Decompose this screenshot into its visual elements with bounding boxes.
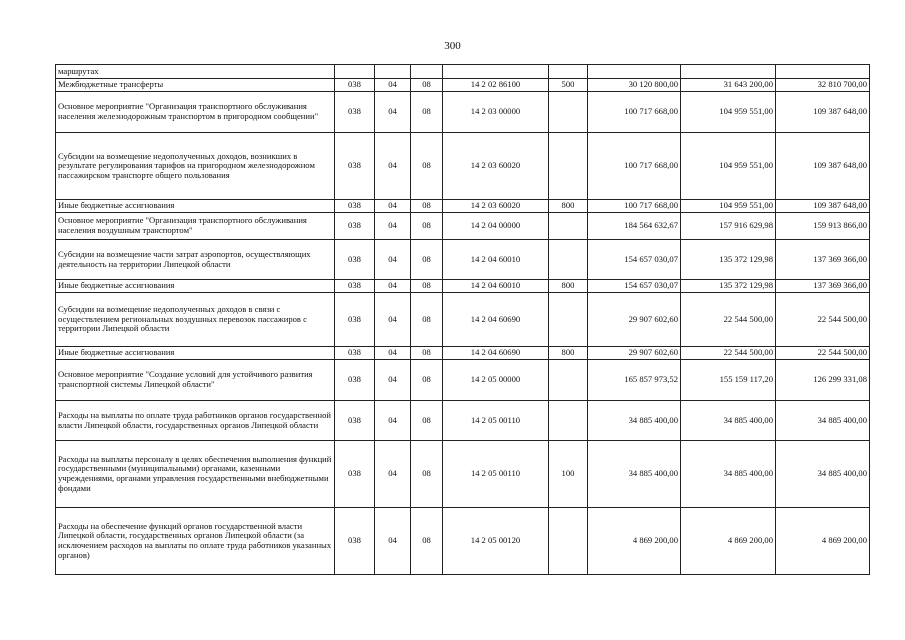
subsection-code: 08 <box>411 508 443 575</box>
amount-year-2: 104 959 551,00 <box>681 92 776 133</box>
expense-type-code <box>549 240 588 280</box>
row-name: Основное мероприятие "Создание условий для устойчивого развития транспортной системы Липецкой области" <box>56 360 335 401</box>
row-name: Иные бюджетные ассигнования <box>56 200 335 213</box>
ministry-code: 038 <box>335 360 375 401</box>
table-row <box>56 280 870 293</box>
amount-year-2: 34 885 400,00 <box>681 401 776 441</box>
row-name: Основное мероприятие "Организация транспортного обслуживания населения воздушным транспортом" <box>56 213 335 240</box>
amount-year-2: 4 869 200,00 <box>681 508 776 575</box>
section-code: 04 <box>375 441 411 508</box>
table-row <box>56 92 870 133</box>
amount-year-1: 34 885 400,00 <box>588 441 681 508</box>
section-code: 04 <box>375 508 411 575</box>
expense-type-code <box>549 401 588 441</box>
expense-type-code <box>549 508 588 575</box>
amount-year-2: 104 959 551,00 <box>681 133 776 200</box>
amount-year-3 <box>776 65 870 79</box>
table-row <box>56 65 870 79</box>
table-row <box>56 441 870 508</box>
expense-type-code: 100 <box>549 441 588 508</box>
subsection-code: 08 <box>411 200 443 213</box>
target-article-code: 14 2 05 00000 <box>443 360 549 401</box>
amount-year-1: 30 120 800,00 <box>588 79 681 92</box>
table-row <box>56 347 870 360</box>
ministry-code: 038 <box>335 280 375 293</box>
amount-year-2: 104 959 551,00 <box>681 200 776 213</box>
subsection-code: 08 <box>411 441 443 508</box>
ministry-code: 038 <box>335 347 375 360</box>
subsection-code: 08 <box>411 133 443 200</box>
amount-year-2: 22 544 500,00 <box>681 293 776 347</box>
amount-year-3: 109 387 648,00 <box>776 200 870 213</box>
table-row <box>56 133 870 200</box>
section-code: 04 <box>375 240 411 280</box>
section-code: 04 <box>375 92 411 133</box>
budget-table-body <box>56 65 870 575</box>
target-article-code: 14 2 04 60010 <box>443 240 549 280</box>
ministry-code: 038 <box>335 293 375 347</box>
amount-year-3: 109 387 648,00 <box>776 133 870 200</box>
section-code: 04 <box>375 79 411 92</box>
table-row <box>56 508 870 575</box>
amount-year-2: 135 372 129,98 <box>681 280 776 293</box>
target-article-code: 14 2 03 60020 <box>443 133 549 200</box>
target-article-code: 14 2 04 60690 <box>443 347 549 360</box>
table-row <box>56 360 870 401</box>
target-article-code: 14 2 04 60690 <box>443 293 549 347</box>
section-code: 04 <box>375 347 411 360</box>
amount-year-3: 34 885 400,00 <box>776 441 870 508</box>
amount-year-1: 29 907 602,60 <box>588 293 681 347</box>
amount-year-3: 137 369 366,00 <box>776 280 870 293</box>
subsection-code: 08 <box>411 92 443 133</box>
expense-type-code <box>549 133 588 200</box>
amount-year-3: 109 387 648,00 <box>776 92 870 133</box>
ministry-code: 038 <box>335 240 375 280</box>
amount-year-2: 155 159 117,20 <box>681 360 776 401</box>
amount-year-3: 4 869 200,00 <box>776 508 870 575</box>
table-row <box>56 213 870 240</box>
ministry-code: 038 <box>335 133 375 200</box>
amount-year-2: 135 372 129,98 <box>681 240 776 280</box>
expense-type-code <box>549 92 588 133</box>
row-name: Расходы на обеспечение функций органов государственной власти Липецкой области, государственных органов Липецкой области (за исключением расходов на выплаты по оплате труда работников указанных органов) <box>56 508 335 575</box>
table-row <box>56 200 870 213</box>
amount-year-3: 34 885 400,00 <box>776 401 870 441</box>
section-code: 04 <box>375 200 411 213</box>
target-article-code: 14 2 04 60010 <box>443 280 549 293</box>
target-article-code: 14 2 05 00110 <box>443 401 549 441</box>
amount-year-1: 29 907 602,60 <box>588 347 681 360</box>
amount-year-3: 22 544 500,00 <box>776 293 870 347</box>
target-article-code: 14 2 02 86100 <box>443 79 549 92</box>
expense-type-code <box>549 65 588 79</box>
amount-year-1: 34 885 400,00 <box>588 401 681 441</box>
table-row <box>56 240 870 280</box>
row-name: Иные бюджетные ассигнования <box>56 347 335 360</box>
section-code: 04 <box>375 401 411 441</box>
subsection-code: 08 <box>411 240 443 280</box>
expense-type-code: 500 <box>549 79 588 92</box>
ministry-code: 038 <box>335 79 375 92</box>
ministry-code: 038 <box>335 401 375 441</box>
subsection-code: 08 <box>411 347 443 360</box>
section-code: 04 <box>375 280 411 293</box>
expense-type-code: 800 <box>549 280 588 293</box>
row-name: Расходы на выплаты по оплате труда работников органов государственной власти Липецкой области, государственных органов Липецкой области <box>56 401 335 441</box>
ministry-code <box>335 65 375 79</box>
subsection-code: 08 <box>411 79 443 92</box>
row-name: маршрутах <box>56 65 335 79</box>
budget-table <box>55 64 870 575</box>
table-row <box>56 79 870 92</box>
section-code: 04 <box>375 293 411 347</box>
target-article-code: 14 2 03 60020 <box>443 200 549 213</box>
ministry-code: 038 <box>335 200 375 213</box>
amount-year-1: 165 857 973,52 <box>588 360 681 401</box>
amount-year-3: 126 299 331,08 <box>776 360 870 401</box>
row-name: Иные бюджетные ассигнования <box>56 280 335 293</box>
subsection-code: 08 <box>411 213 443 240</box>
expense-type-code <box>549 360 588 401</box>
section-code: 04 <box>375 133 411 200</box>
amount-year-3: 137 369 366,00 <box>776 240 870 280</box>
row-name: Субсидии на возмещение недополученных доходов в связи с осуществлением региональных воздушных перевозок пассажиров с территории Липецкой области <box>56 293 335 347</box>
page-number: 300 <box>444 40 461 52</box>
amount-year-2: 34 885 400,00 <box>681 441 776 508</box>
amount-year-2: 22 544 500,00 <box>681 347 776 360</box>
amount-year-3: 32 810 700,00 <box>776 79 870 92</box>
subsection-code <box>411 65 443 79</box>
amount-year-1: 4 869 200,00 <box>588 508 681 575</box>
expense-type-code: 800 <box>549 347 588 360</box>
ministry-code: 038 <box>335 508 375 575</box>
row-name: Межбюджетные трансферты <box>56 79 335 92</box>
subsection-code: 08 <box>411 293 443 347</box>
section-code: 04 <box>375 360 411 401</box>
row-name: Расходы на выплаты персоналу в целях обеспечения выполнения функций государственными (муниципальными) органами, казенными учреждениями, органами управления государственными внебюджетными фондами <box>56 441 335 508</box>
row-name: Субсидии на возмещение части затрат аэропортов, осуществляющих деятельность на территории Липецкой области <box>56 240 335 280</box>
amount-year-1: 100 717 668,00 <box>588 92 681 133</box>
ministry-code: 038 <box>335 441 375 508</box>
amount-year-2 <box>681 65 776 79</box>
expense-type-code <box>549 293 588 347</box>
amount-year-3: 159 913 866,00 <box>776 213 870 240</box>
amount-year-3: 22 544 500,00 <box>776 347 870 360</box>
table-row <box>56 293 870 347</box>
subsection-code: 08 <box>411 360 443 401</box>
subsection-code: 08 <box>411 280 443 293</box>
target-article-code: 14 2 03 00000 <box>443 92 549 133</box>
table-row <box>56 401 870 441</box>
amount-year-1: 100 717 668,00 <box>588 200 681 213</box>
target-article-code: 14 2 05 00110 <box>443 441 549 508</box>
row-name: Основное мероприятие "Организация транспортного обслуживания населения железнодорожным транспортом в пригородном сообщении" <box>56 92 335 133</box>
target-article-code <box>443 65 549 79</box>
expense-type-code: 800 <box>549 200 588 213</box>
ministry-code: 038 <box>335 213 375 240</box>
amount-year-1: 154 657 030,07 <box>588 240 681 280</box>
amount-year-2: 31 643 200,00 <box>681 79 776 92</box>
row-name: Субсидии на возмещение недополученных доходов, возникших в результате регулирования тарифов на пригородном железнодорожном пассажирском транспорте общего пользования <box>56 133 335 200</box>
amount-year-2: 157 916 629,98 <box>681 213 776 240</box>
amount-year-1: 154 657 030,07 <box>588 280 681 293</box>
ministry-code: 038 <box>335 92 375 133</box>
section-code: 04 <box>375 213 411 240</box>
amount-year-1 <box>588 65 681 79</box>
amount-year-1: 184 564 632,67 <box>588 213 681 240</box>
expense-type-code <box>549 213 588 240</box>
subsection-code: 08 <box>411 401 443 441</box>
target-article-code: 14 2 04 00000 <box>443 213 549 240</box>
amount-year-1: 100 717 668,00 <box>588 133 681 200</box>
target-article-code: 14 2 05 00120 <box>443 508 549 575</box>
section-code <box>375 65 411 79</box>
